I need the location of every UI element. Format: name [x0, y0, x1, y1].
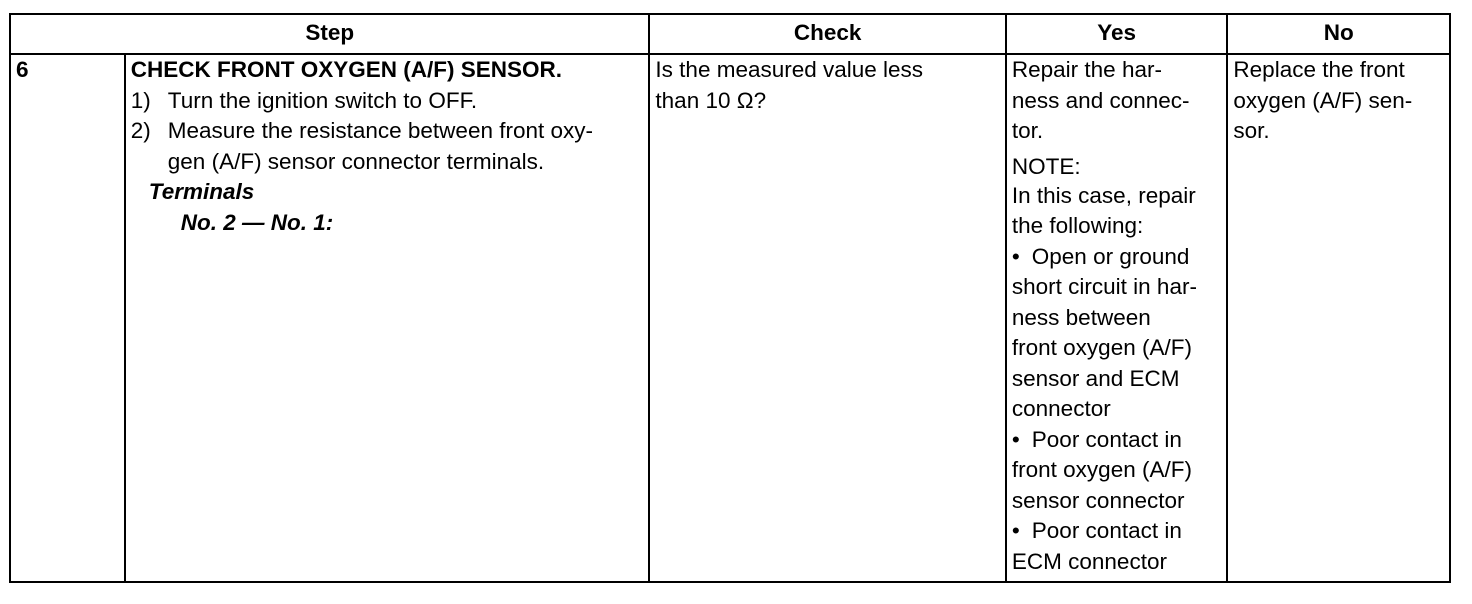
no-cell — [1227, 54, 1450, 582]
table-row — [10, 54, 1450, 582]
step-item-text — [168, 116, 644, 177]
step-number: 6 — [10, 54, 125, 582]
bullet-item-1 — [1012, 242, 1222, 425]
bullet-line: ECM connector — [1011, 548, 1167, 574]
header-yes: Yes — [1006, 14, 1228, 54]
step-cell — [125, 54, 650, 582]
bullet-line: Poor contact in — [1031, 426, 1182, 452]
note-line: In this case, repair — [1011, 182, 1196, 208]
terminals-label: Terminals — [148, 179, 255, 204]
bullet-line: sensor and ECM — [1011, 365, 1180, 391]
step-item-line: Measure the resistance between front oxy- — [167, 118, 593, 143]
step-item-line: gen (A/F) sensor connector terminals. — [167, 148, 545, 174]
bullet-line: front oxygen (A/F) — [1011, 457, 1192, 482]
step-item-2 — [131, 116, 644, 177]
bullet-line: Poor contact in — [1031, 518, 1182, 543]
bullet-line: ness between — [1011, 304, 1151, 330]
check-line: Is the measured value less — [655, 57, 924, 82]
header-check: Check — [649, 14, 1005, 54]
bullet-line: Open or ground — [1031, 243, 1190, 269]
bullet-icon: • — [1011, 518, 1020, 543]
bullet-icon: • — [1011, 426, 1020, 452]
bullet-line: short circuit in har- — [1011, 274, 1197, 299]
bullet-item-2 — [1012, 425, 1222, 517]
no-line: oxygen (A/F) sen- — [1233, 87, 1413, 113]
bullet-line: connector — [1011, 396, 1111, 421]
bullet-line: sensor connector — [1011, 487, 1185, 513]
step-item-number: 2) — [130, 118, 151, 143]
step-item-text: Turn the ignition switch to OFF. — [167, 87, 478, 113]
yes-cell — [1006, 54, 1228, 582]
note-label: NOTE: — [1011, 153, 1081, 179]
no-line: sor. — [1233, 118, 1270, 143]
note-body — [1012, 181, 1222, 242]
yes-line: tor. — [1011, 118, 1044, 143]
terminals-value: No. 2 — No. 1: — [180, 209, 334, 235]
header-row — [10, 14, 1450, 54]
check-line: than 10 Ω? — [655, 87, 767, 113]
check-cell — [649, 54, 1005, 582]
header-no: No — [1227, 14, 1450, 54]
step-item-number: 1) — [130, 87, 151, 113]
note-line: the following: — [1011, 213, 1144, 238]
yes-line: Repair the har- — [1011, 57, 1162, 82]
bullet-line: front oxygen (A/F) — [1011, 335, 1192, 360]
no-line: Replace the front — [1233, 57, 1405, 82]
yes-line: ness and connec- — [1011, 87, 1190, 113]
step-item-1 — [131, 86, 644, 117]
diagnostic-table — [9, 13, 1451, 583]
step-title: CHECK FRONT OXYGEN (A/F) SENSOR. — [130, 57, 563, 82]
bullet-icon: • — [1011, 243, 1020, 269]
bullet-item-3 — [1012, 516, 1222, 577]
header-step: Step — [10, 14, 649, 54]
